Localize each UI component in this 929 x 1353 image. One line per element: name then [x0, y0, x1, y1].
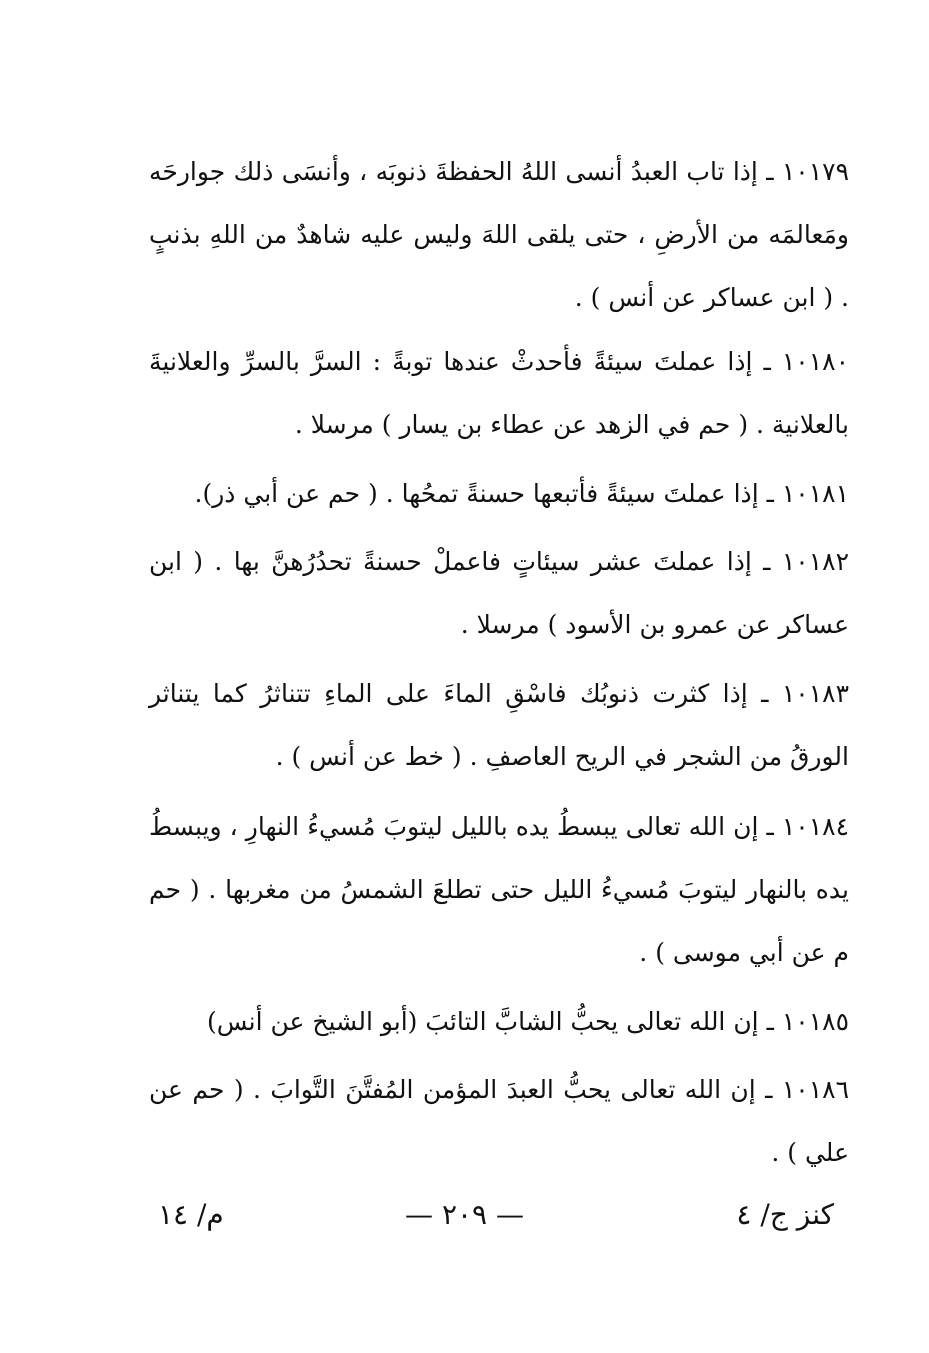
section-reference: م/ ١٤ — [158, 1198, 224, 1231]
page-number: — ٢٠٩ — — [405, 1198, 524, 1231]
hadith-entry-10181: ١٠١٨١ ـ إذا عملتَ سيئةً فأتبعها حسنةً تمحُها . ( حم عن أبي ذر). — [194, 479, 849, 508]
hadith-entry-10183: ١٠١٨٣ ـ إذا كثرت ذنوبُك فاسْقِ الماءَ على الماءِ تتناثرُ كما يتناثر الورقُ من الشجر في الريح العاصفِ . ( خط عن أنس ) . — [149, 679, 849, 771]
hadith-entry-10185: ١٠١٨٥ ـ إن الله تعالى يحبُّ الشابَّ التائبَ (أبو الشيخ عن أنس) — [206, 1007, 849, 1036]
volume-reference: كنز ج/ ٤ — [736, 1198, 834, 1231]
page-footer — [0, 1198, 929, 1248]
hadith-entry-10186: ١٠١٨٦ ـ إن الله تعالى يحبُّ العبدَ المؤمن المُفتَّنَ التَّوابَ . ( حم عن علي ) . — [149, 1075, 849, 1167]
hadith-entry-10180: ١٠١٨٠ ـ إذا عملتَ سيئةً فأحدثْ عندها توبةً : السرَّ بالسرِّ والعلانيةَ بالعلانية . ( حم في الزهد عن عطاء بن يسار ) مرسلا . — [149, 347, 849, 439]
hadith-entry-10179: ١٠١٧٩ ـ إذا تاب العبدُ أنسى اللهُ الحفظةَ ذنوبَه ، وأنسَى ذلك جوارحَه ومَعالمَه من الأرضِ ، حتى يلقى اللهَ وليس عليه شاهدٌ من اللهِ بذنبٍ . ( ابن عساكر عن أنس ) . — [149, 157, 849, 312]
hadith-entry-10182: ١٠١٨٢ ـ إذا عملتَ عشر سيئاتٍ فاعملْ حسنةً تحدُرُهنَّ بها . ( ابن عساكر عن عمرو بن الأسود ) مرسلا . — [149, 547, 849, 639]
hadith-entry-10184: ١٠١٨٤ ـ إن الله تعالى يبسطُ يده بالليل ليتوبَ مُسيءُ النهارِ ، ويبسطُ يده بالنهار ليتوبَ مُسيءُ الليل حتى تطلعَ الشمسُ من مغربها . ( حم م عن أبي موسى ) . — [149, 812, 849, 967]
